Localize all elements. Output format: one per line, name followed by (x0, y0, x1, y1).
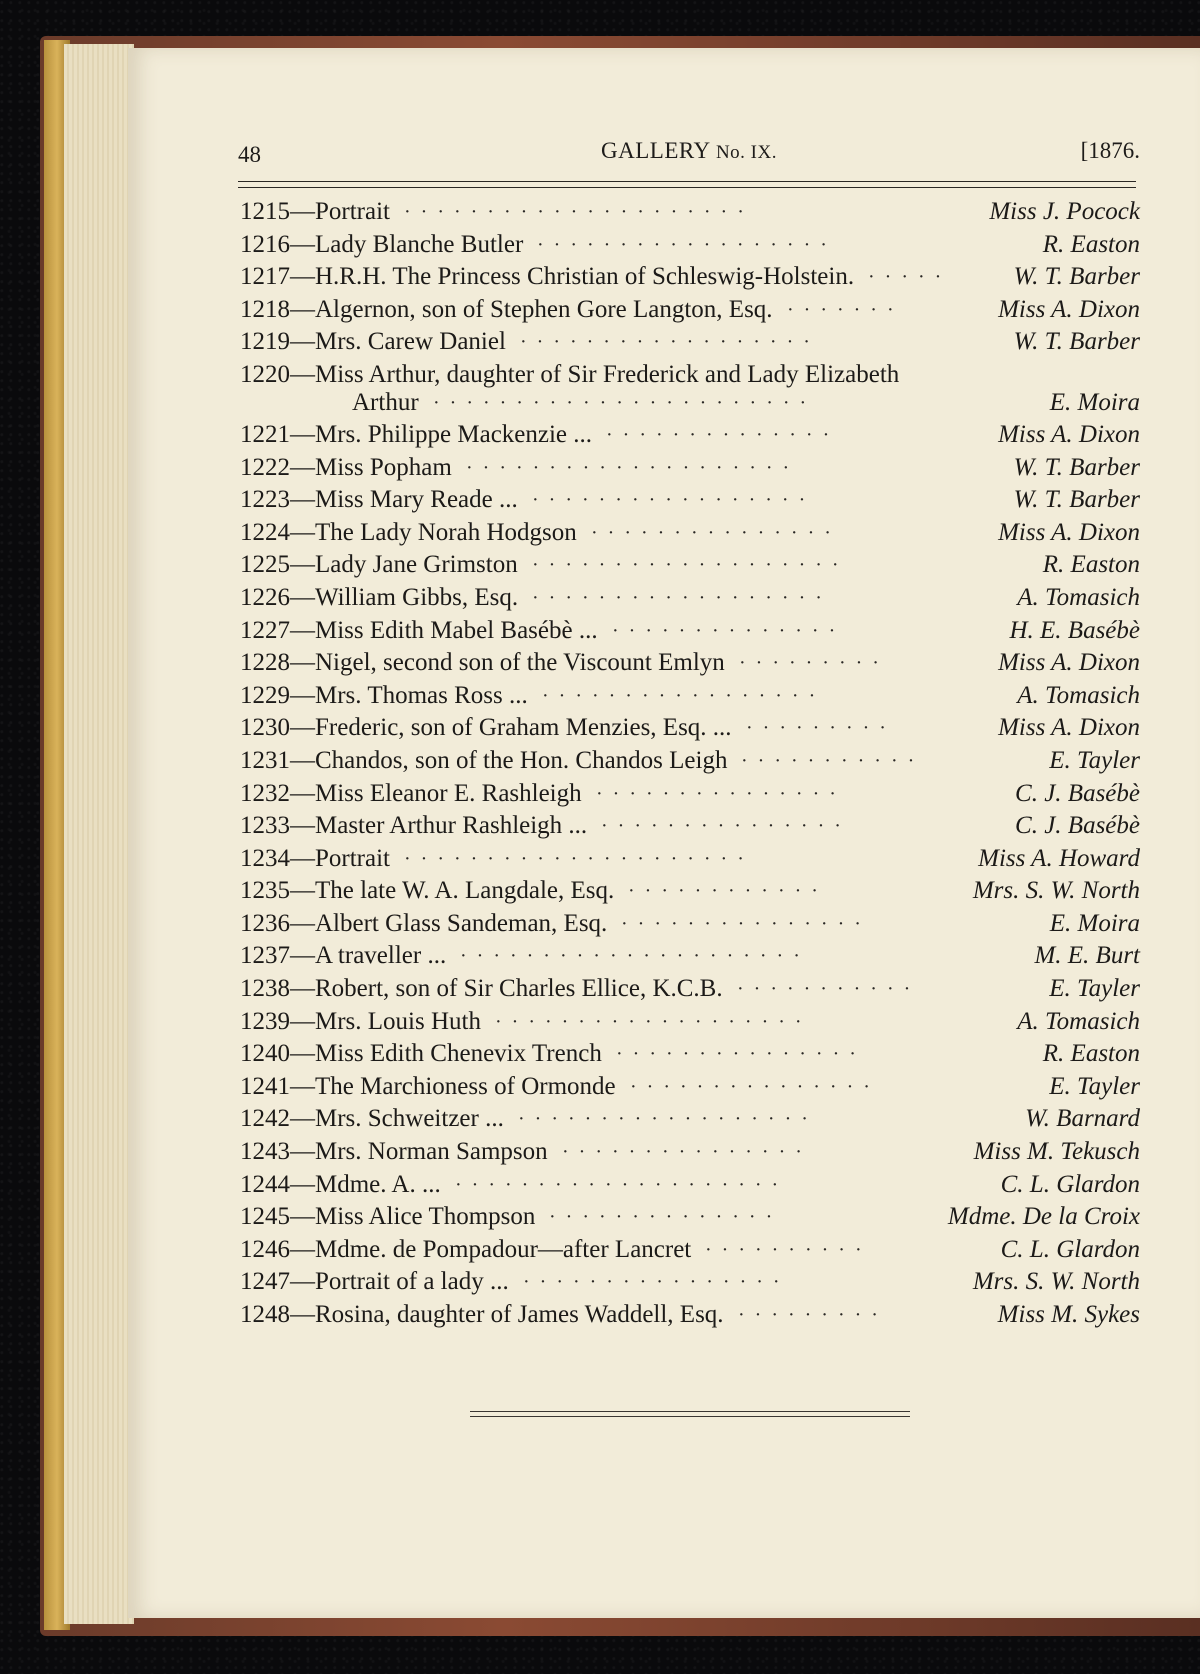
entry-subject-text: A traveller ... (315, 942, 447, 970)
leader-dots: ········· (739, 652, 889, 675)
entry-number: 1234 (240, 844, 290, 872)
entry-subject-text: Miss Popham (315, 453, 452, 481)
entry-subject (240, 1038, 602, 1071)
entry-subject-text: The late W. A. Langdale, Esq. (315, 877, 615, 905)
entry-dash: — (290, 1268, 315, 1296)
leader-dots: ················· (542, 684, 826, 707)
entry-number: 1233 (240, 812, 290, 840)
entry-number: 1231 (240, 746, 290, 774)
entry-number: 1225 (240, 551, 290, 579)
entry-number: 1244 (240, 1170, 290, 1198)
catalogue-entry (240, 712, 1140, 745)
entry-subject-text: Robert, son of Sir Charles Ellice, K.C.B. (315, 975, 723, 1003)
entry-number: 1243 (240, 1138, 290, 1166)
entry-dash: — (290, 486, 315, 514)
entry-artist: C. J. Basébè (1007, 810, 1140, 843)
page-year: [1876. (1080, 138, 1140, 163)
entry-subject-text: Rosina, daughter of James Waddell, Esq. (315, 1301, 724, 1328)
entry-subject (240, 229, 523, 262)
entry-subject-text: Chandos, son of the Hon. Chandos Leigh (315, 746, 728, 774)
entry-number: 1246 (240, 1235, 290, 1263)
entry-dash: — (290, 295, 315, 323)
entry-subject (240, 484, 518, 517)
entry-artist: A. Tomasich (1009, 1006, 1140, 1039)
catalogue-entry (240, 875, 1140, 908)
leader-dots: ··················· (532, 554, 849, 577)
entry-subject-text: Miss Mary Reade ... (315, 486, 518, 514)
entry-number: 1215 (240, 198, 290, 225)
leader-dots: ·················· (532, 586, 832, 609)
catalogue-entry (240, 229, 1140, 262)
entry-artist: C. L. Glardon (993, 1169, 1140, 1202)
entry-subject (240, 1169, 441, 1202)
entry-dash: — (290, 1105, 315, 1133)
catalogue-entry (240, 419, 1140, 452)
entry-dash: — (290, 583, 315, 611)
entry-dash: — (290, 681, 315, 709)
catalogue-entry (240, 1006, 1140, 1039)
entry-subject-text: William Gibbs, Esq. (315, 583, 519, 611)
catalogue-entry (240, 484, 1140, 517)
entry-number: 1219 (240, 328, 290, 356)
entry-artist: Miss J. Pocock (981, 196, 1140, 229)
entry-subject-text: Miss Edith Chenevix Trench (315, 1040, 602, 1068)
entry-number: 1236 (240, 909, 290, 937)
catalogue-entry (240, 1136, 1140, 1169)
entry-dash: — (290, 1301, 315, 1328)
leader-dots: ··············· (630, 1075, 880, 1098)
entry-subject (240, 452, 452, 485)
entry-number: 1248 (240, 1301, 290, 1328)
catalogue-entry (240, 1234, 1140, 1267)
entry-dash: — (290, 975, 315, 1003)
entry-subject-text: Portrait of a lady ... (315, 1268, 509, 1296)
entry-subject (240, 778, 582, 811)
entry-subject (240, 615, 598, 648)
leader-dots: ······· (787, 298, 904, 321)
entry-number: 1239 (240, 1007, 290, 1035)
entry-subject-text: Mrs. Louis Huth (315, 1007, 481, 1035)
catalogue-entry (240, 778, 1140, 811)
entry-artist: R. Easton (1035, 549, 1140, 582)
entry-number: 1222 (240, 453, 290, 481)
entry-artist: E. Tayler (1041, 973, 1140, 1006)
entry-subject (240, 326, 506, 359)
entry-subject-text: Nigel, second son of the Viscount Emlyn (315, 649, 725, 677)
entry-subject (240, 843, 390, 876)
entry-number: 1228 (240, 649, 290, 677)
entry-subject-text: Portrait (315, 844, 390, 872)
entry-number: 1216 (240, 230, 290, 258)
entry-subject-text: Mdme. de Pompadour—after Lancret (315, 1235, 692, 1263)
leader-dots: ············ (628, 880, 828, 903)
entry-subject (240, 1266, 509, 1299)
entry-dash: — (290, 812, 315, 840)
entry-subject (240, 261, 854, 294)
page-header (238, 138, 1140, 172)
entry-artist: M. E. Burt (1026, 940, 1140, 973)
entry-artist: Miss A. Dixon (990, 517, 1140, 550)
entry-subject-text: Portrait (315, 198, 390, 225)
catalogue-entry (240, 517, 1140, 550)
gallery-title-number: No. IX. (715, 142, 777, 163)
leader-dots: ··············· (621, 912, 871, 935)
leader-dots: ······················· (433, 391, 817, 414)
leader-dots: ········· (746, 717, 896, 740)
entry-dash: — (290, 263, 315, 291)
entry-subject-text: Frederic, son of Graham Menzies, Esq. ... (315, 714, 732, 742)
entry-dash: — (290, 844, 315, 872)
entry-artist: C. L. Glardon (993, 1234, 1140, 1267)
entry-dash: — (290, 1235, 315, 1263)
catalogue-entry (240, 1201, 1140, 1234)
entry-dash: — (290, 616, 315, 644)
catalogue-entry (240, 1169, 1140, 1202)
entry-artist: R. Easton (1035, 1038, 1140, 1071)
entry-dash: — (290, 746, 315, 774)
catalogue-entry (240, 940, 1140, 973)
entry-subject-text: Master Arthur Rashleigh ... (315, 812, 588, 840)
catalogue-entry (240, 549, 1140, 582)
entry-subject (240, 1136, 548, 1169)
leader-dots: ··············· (591, 521, 841, 544)
gallery-title-main: GALLERY (601, 138, 710, 163)
entry-number: 1217 (240, 263, 290, 291)
entry-dash: — (290, 714, 315, 742)
page-stack (64, 44, 134, 1624)
leader-dots: ··············· (596, 782, 846, 805)
entry-artist: Mrs. S. W. North (965, 1266, 1140, 1299)
leader-dots: ··················· (495, 1010, 812, 1033)
entry-artist: A. Tomasich (1009, 582, 1140, 615)
entry-number: 1230 (240, 714, 290, 742)
entry-number: 1227 (240, 616, 290, 644)
catalogue-entry (240, 196, 1140, 229)
entry-artist: W. Barnard (1017, 1103, 1140, 1136)
entry-subject-text: H.R.H. The Princess Christian of Schleswig-Holstein. (315, 263, 855, 291)
entry-subject-text: Mrs. Schweitzer ... (315, 1105, 504, 1133)
entry-artist: W. T. Barber (1006, 326, 1140, 359)
catalogue-entry (240, 326, 1140, 359)
entry-artist: Miss A. Dixon (990, 712, 1140, 745)
catalogue-entry (240, 1299, 1140, 1332)
entry-subject-text: Miss Arthur, daughter of Sir Frederick and Lady Elizabeth (315, 360, 900, 388)
entry-artist: Miss M. Sykes (990, 1299, 1140, 1332)
entry-subject (240, 1201, 535, 1234)
catalogue-entry (240, 261, 1140, 294)
leader-dots: ················ (523, 1271, 790, 1294)
entry-artist: Miss A. Dixon (990, 419, 1140, 452)
entry-dash: — (290, 198, 315, 225)
entry-number: 1223 (240, 486, 290, 514)
entry-subject (240, 1234, 691, 1267)
entry-number: 1218 (240, 295, 290, 323)
entry-subject-continued: Arthur (352, 388, 419, 416)
leader-dots: ··············· (616, 1043, 866, 1066)
entry-artist: W. T. Barber (1006, 484, 1140, 517)
catalogue-entry (240, 359, 1140, 419)
entry-subject-text: Albert Glass Sandeman, Esq. (315, 909, 608, 937)
entry-number: 1224 (240, 518, 290, 546)
entry-subject (240, 680, 528, 713)
entry-artist: E. Tayler (1041, 1071, 1140, 1104)
entry-number: 1245 (240, 1203, 290, 1231)
entry-number: 1241 (240, 1072, 290, 1100)
leader-dots: ········· (738, 1304, 888, 1326)
entry-dash: — (290, 551, 315, 579)
entry-subject-text: Miss Eleanor E. Rashleigh (315, 779, 582, 807)
entry-number: 1237 (240, 942, 290, 970)
entry-artist: E. Moira (1042, 387, 1140, 420)
entry-subject (240, 712, 732, 745)
catalogue-entry (240, 843, 1140, 876)
catalogue-entry (240, 1038, 1140, 1071)
entry-dash: — (290, 360, 315, 388)
entry-number: 1238 (240, 975, 290, 1003)
catalogue-entry (240, 615, 1140, 648)
entry-subject (240, 1299, 724, 1332)
header-rule (238, 181, 1136, 188)
leader-dots: ·············· (612, 619, 846, 642)
entry-subject (240, 294, 773, 327)
leader-dots: ····· (868, 266, 952, 289)
entry-subject (240, 1103, 504, 1136)
footer-rule (470, 1411, 910, 1417)
leader-dots: ···················· (455, 1173, 789, 1196)
entry-artist: Mdme. De la Croix (940, 1201, 1140, 1234)
entry-number: 1226 (240, 583, 290, 611)
entry-dash: — (290, 1007, 315, 1035)
entry-number: 1242 (240, 1105, 290, 1133)
entry-subject (240, 745, 727, 778)
entry-subject-text: Algernon, son of Stephen Gore Langton, Esq. (315, 295, 773, 323)
catalogue-entry (240, 745, 1140, 778)
entry-dash: — (290, 942, 315, 970)
catalogue-entry (240, 973, 1140, 1006)
entry-artist: A. Tomasich (1009, 680, 1140, 713)
entry-dash: — (290, 1203, 315, 1231)
entry-subject-text: Miss Alice Thompson (315, 1203, 536, 1231)
entry-subject (240, 908, 607, 941)
entry-dash: — (290, 649, 315, 677)
entry-dash: — (290, 230, 315, 258)
entry-number: 1221 (240, 420, 290, 448)
leader-dots: ··············· (601, 815, 851, 838)
catalogue-list (240, 196, 1140, 1332)
entry-subject (240, 582, 518, 615)
entry-subject (240, 419, 592, 452)
entry-dash: — (290, 877, 315, 905)
gallery-title (238, 138, 1140, 164)
entry-subject-text: The Lady Norah Hodgson (315, 518, 577, 546)
entry-subject (240, 1071, 616, 1104)
entry-subject-text: Miss Edith Mabel Basébè ... (315, 616, 598, 644)
entry-subject (240, 973, 723, 1006)
catalogue-entry (240, 1071, 1140, 1104)
entry-artist: Miss A. Howard (970, 843, 1140, 876)
entry-subject (240, 1006, 481, 1039)
catalogue-entry (240, 647, 1140, 680)
entry-subject (240, 810, 587, 843)
leader-dots: ····················· (404, 201, 754, 223)
entry-subject (240, 517, 577, 550)
entry-number: 1247 (240, 1268, 290, 1296)
entry-subject-text: Mrs. Philippe Mackenzie ... (315, 420, 593, 448)
leader-dots: ·················· (518, 1108, 818, 1131)
entry-artist: E. Moira (1042, 908, 1140, 941)
catalogue-entry (240, 810, 1140, 843)
catalogue-entry (240, 294, 1140, 327)
entry-number: 1240 (240, 1040, 290, 1068)
catalogue-entry (240, 680, 1140, 713)
entry-subject-text: Mrs. Thomas Ross ... (315, 681, 528, 709)
leader-dots: ···················· (466, 456, 800, 479)
entry-subject (240, 196, 390, 229)
entry-artist: Miss M. Tekusch (966, 1136, 1140, 1169)
entry-artist: Miss A. Dixon (990, 294, 1140, 327)
entry-number: 1220 (240, 360, 290, 388)
entry-artist: H. E. Basébè (1001, 615, 1140, 648)
leader-dots: ····················· (460, 945, 810, 968)
leader-dots: ·············· (606, 423, 840, 446)
leader-dots: ·········· (705, 1238, 872, 1261)
entry-artist: W. T. Barber (1006, 452, 1140, 485)
leader-dots: ··········· (741, 749, 925, 772)
entry-number: 1229 (240, 681, 290, 709)
catalogue-entry (240, 1103, 1140, 1136)
entry-dash: — (290, 328, 315, 356)
entry-dash: — (290, 909, 315, 937)
catalogue-entry (240, 452, 1140, 485)
page-number: 48 (238, 142, 261, 167)
entry-artist: R. Easton (1035, 229, 1140, 262)
entry-artist: E. Tayler (1041, 745, 1140, 778)
entry-subject-text: Mrs. Carew Daniel (315, 328, 506, 356)
entry-artist: Miss A. Dixon (990, 647, 1140, 680)
entry-artist: Mrs. S. W. North (965, 875, 1140, 908)
leader-dots: ················· (532, 489, 816, 512)
entry-dash: — (290, 1138, 315, 1166)
entry-subject-text: Mrs. Norman Sampson (315, 1138, 548, 1166)
entry-subject (240, 875, 614, 908)
leader-dots: ·············· (549, 1206, 783, 1229)
entry-dash: — (290, 779, 315, 807)
leader-dots: ··············· (562, 1141, 812, 1164)
entry-subject-text: Mdme. A. ... (315, 1170, 441, 1198)
entry-number: 1232 (240, 779, 290, 807)
leader-dots: ····················· (404, 847, 754, 870)
entry-dash: — (290, 420, 315, 448)
leader-dots: ··········· (737, 978, 921, 1001)
entry-artist: C. J. Basébè (1007, 778, 1140, 811)
catalogue-entry (240, 1266, 1140, 1299)
entry-subject (240, 647, 725, 680)
entry-dash: — (290, 518, 315, 546)
entry-dash: — (290, 1072, 315, 1100)
entry-subject (240, 549, 518, 582)
leader-dots: ·················· (520, 331, 820, 354)
entry-subject-text: Lady Blanche Butler (315, 230, 524, 258)
entry-dash: — (290, 453, 315, 481)
catalogue-entry (240, 582, 1140, 615)
entry-subject-text: The Marchioness of Ormonde (315, 1072, 616, 1100)
leader-dots: ·················· (537, 233, 837, 256)
entry-subject-text: Lady Jane Grimston (315, 551, 518, 579)
entry-subject (240, 940, 446, 973)
entry-number: 1235 (240, 877, 290, 905)
entry-dash: — (290, 1170, 315, 1198)
entry-artist: W. T. Barber (1006, 261, 1140, 294)
entry-dash: — (290, 1040, 315, 1068)
catalogue-entry (240, 908, 1140, 941)
